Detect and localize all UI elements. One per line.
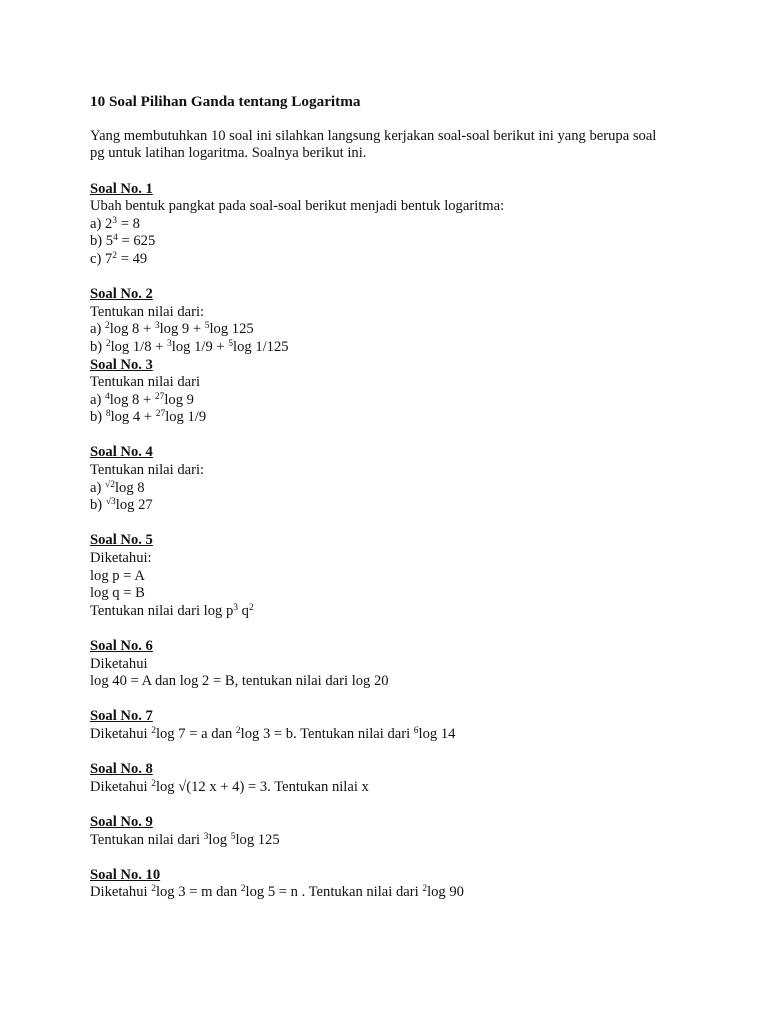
question-line — [90, 673, 690, 691]
text-run: log 9 + — [159, 321, 205, 338]
document-content — [90, 93, 690, 920]
question-block — [90, 814, 690, 849]
intro-paragraph — [90, 128, 690, 163]
text-run: log 5 = n . Tentukan nilai dari — [245, 884, 423, 901]
superscript: 6 — [413, 725, 419, 736]
question-title: Soal No. 8 — [90, 761, 153, 778]
question-line — [90, 304, 690, 322]
question-line — [90, 409, 690, 427]
question-line — [90, 216, 690, 234]
page-title: 10 Soal Pilihan Ganda tentang Logaritma — [90, 93, 361, 110]
text-run: log q = B — [90, 585, 145, 602]
question-line — [90, 497, 690, 515]
question-line — [90, 251, 690, 269]
text-run: q — [238, 602, 249, 619]
superscript: 3 — [203, 831, 209, 842]
superscript: 27 — [154, 391, 165, 402]
text-run: log 27 — [115, 497, 153, 514]
superscript: √3 — [105, 497, 116, 508]
text-run: = 625 — [117, 233, 156, 250]
text-run: log 3 = m dan — [155, 884, 241, 901]
text-run: Tentukan nilai dari: — [90, 303, 205, 320]
text-run: log 1/125 — [233, 338, 289, 355]
question-line — [90, 198, 690, 216]
question-title: Soal No. 9 — [90, 813, 153, 830]
superscript: 5 — [230, 831, 236, 842]
text-run: = 8 — [117, 215, 140, 232]
text-run: b) — [90, 497, 106, 514]
text-run: Tentukan nilai dari — [90, 374, 201, 391]
text-run: b) — [90, 338, 106, 355]
superscript: 5 — [228, 338, 234, 349]
text-run: a) 2 — [90, 215, 113, 232]
question-list — [90, 181, 690, 902]
superscript: 2 — [235, 725, 241, 736]
question-line — [90, 832, 690, 850]
text-run: a) — [90, 391, 105, 408]
question-line — [90, 233, 690, 251]
superscript: 8 — [105, 409, 111, 420]
text-run: b) 5 — [90, 233, 114, 250]
text-run: log — [208, 831, 231, 848]
text-run: log 40 = A dan log 2 = B, tentukan nilai dari log 20 — [90, 673, 389, 690]
superscript: 2 — [151, 725, 156, 736]
text-run: log 1/8 + — [110, 338, 168, 355]
text-run: log 125 — [209, 321, 254, 338]
question-block — [90, 761, 690, 796]
text-run: log 4 + — [110, 409, 156, 426]
text-run: Diketahui — [90, 884, 152, 901]
question-line — [90, 656, 690, 674]
question-title: Soal No. 5 — [90, 532, 153, 549]
superscript: 2 — [105, 338, 111, 349]
text-run: = 49 — [117, 250, 148, 267]
superscript: 3 — [167, 338, 172, 349]
question-line — [90, 339, 690, 357]
text-run: Tentukan nilai dari: — [90, 462, 205, 479]
question-line — [90, 392, 690, 410]
superscript: 2 — [240, 884, 246, 895]
text-run: log 1/9 + — [171, 338, 229, 355]
text-run: log p = A — [90, 567, 145, 584]
text-run: c) 7 — [90, 250, 113, 267]
superscript: 4 — [105, 391, 110, 402]
text-run: Tentukan nilai dari — [90, 831, 204, 848]
text-run: Diketahui — [90, 725, 152, 742]
question-title: Soal No. 6 — [90, 638, 153, 654]
intro-line: Yang membutuhkan 10 soal ini silahkan langsung kerjakan soal-soal berikut ini yang berupa soal — [90, 127, 657, 144]
question-line — [90, 480, 690, 498]
question-title: Soal No. 10 — [90, 866, 161, 883]
question-title: Soal No. 3 — [90, 356, 153, 373]
superscript: 2 — [248, 602, 254, 613]
text-run: log 14 — [418, 725, 456, 742]
question-title: Soal No. 7 — [90, 708, 153, 725]
question-block — [90, 532, 690, 620]
question-line — [90, 603, 690, 621]
question-line — [90, 585, 690, 603]
text-run: Diketahui — [90, 778, 152, 795]
superscript: 3 — [233, 602, 239, 613]
question-block — [90, 867, 690, 902]
question-line — [90, 884, 690, 902]
superscript: 2 — [151, 884, 156, 895]
question-line — [90, 568, 690, 586]
superscript: 2 — [105, 321, 110, 332]
superscript: 2 — [422, 884, 428, 895]
question-block — [90, 181, 690, 269]
question-title: Soal No. 2 — [90, 286, 153, 303]
text-run: log 7 = a dan — [155, 725, 236, 742]
intro-line: pg untuk latihan logaritma. Soalnya berikut ini. — [90, 145, 367, 162]
question-line — [90, 374, 690, 392]
text-run: a) — [90, 321, 105, 338]
superscript: 2 — [151, 778, 156, 789]
text-run: Diketahui — [90, 655, 148, 672]
question-line — [90, 726, 690, 744]
superscript: 27 — [155, 409, 166, 420]
question-line — [90, 550, 690, 568]
question-block — [90, 638, 690, 691]
text-run: Tentukan nilai dari log p — [90, 602, 234, 619]
text-run: Diketahui: — [90, 550, 152, 567]
question-block — [90, 286, 690, 356]
question-title: Soal No. 4 — [90, 444, 153, 461]
text-run: log √(12 x + 4) = 3. Tentukan nilai x — [155, 778, 369, 795]
question-block — [90, 708, 690, 743]
text-run: Ubah bentuk pangkat pada soal-soal berikut menjadi bentuk logaritma: — [90, 198, 505, 215]
text-run: log 125 — [235, 831, 280, 848]
question-line — [90, 462, 690, 480]
text-run: log 1/9 — [165, 409, 207, 426]
text-run: log 8 + — [109, 321, 155, 338]
question-title: Soal No. 1 — [90, 180, 153, 197]
text-run: b) — [90, 409, 106, 426]
question-block — [90, 357, 690, 427]
text-run: log 90 — [427, 884, 464, 901]
superscript: 3 — [154, 321, 160, 332]
text-run: log 3 = b. Tentukan nilai dari — [240, 725, 414, 742]
text-run: log 8 + — [109, 391, 155, 408]
question-line — [90, 321, 690, 339]
superscript: 5 — [204, 321, 210, 332]
question-block — [90, 444, 690, 514]
superscript: √2 — [105, 479, 115, 490]
text-run: a) — [90, 479, 105, 496]
superscript: 2 — [112, 250, 118, 261]
text-run: log 8 — [114, 479, 145, 496]
superscript: 3 — [112, 215, 118, 226]
text-run: log 9 — [164, 391, 194, 408]
question-line — [90, 779, 690, 797]
superscript: 4 — [113, 233, 118, 244]
